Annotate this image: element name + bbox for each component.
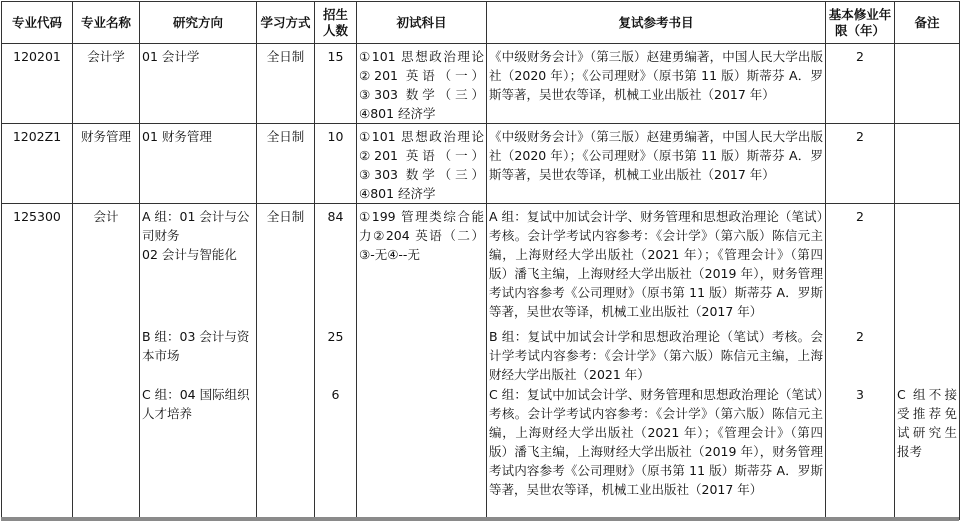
header-quota: 招生人数 <box>315 2 357 44</box>
books-text: 《中级财务会计》（第三版）赵建勇编著，中国人民大学出版社（2020 年）；《公司理财》（原书第 11 版）斯蒂芬 A．罗斯等著，吴世农等译，机械工业出版社（2017 年） <box>489 49 823 102</box>
books-text: 《中级财务会计》（第三版）赵建勇编著，中国人民大学出版社（2020 年）；《公司理财》（原书第 11 版）斯蒂芬 A．罗斯等著，吴世农等译，机械工业出版社（2017 年） <box>489 129 823 182</box>
code-text: 125300 <box>13 209 61 224</box>
years-text: 2 <box>856 129 864 144</box>
header-books: 复试参考书目 <box>487 2 826 44</box>
years-text: 2 <box>856 49 864 64</box>
table-row <box>2 204 960 520</box>
group-a-direction <box>142 204 254 327</box>
cell-direction <box>140 44 257 124</box>
header-row <box>2 2 960 44</box>
cell-direction <box>140 124 257 204</box>
cell-books <box>487 44 826 124</box>
quota-text: 10 <box>327 129 344 144</box>
name-text: 会计学 <box>87 49 125 64</box>
cell-mode <box>257 204 315 520</box>
cell-books <box>487 124 826 204</box>
cell-code <box>2 44 73 124</box>
cell-notes <box>895 44 960 124</box>
mode-text: 全日制 <box>266 209 305 224</box>
header-code: 专业代码 <box>2 2 73 44</box>
group-a-years: 2 <box>856 209 864 224</box>
cell-books <box>487 204 826 520</box>
group-c-years: 3 <box>856 387 864 402</box>
cell-exam <box>357 124 487 204</box>
cell-name <box>73 44 140 124</box>
cell-quota <box>315 124 357 204</box>
group-b-books: B 组：复试中加试会计学和思想政治理论（笔试）考核。会计学考试内容参考：《会计学》（第六版）陈信元主编，上海财经大学出版社（2021 年） <box>489 329 823 382</box>
cell-mode <box>257 124 315 204</box>
cell-exam <box>357 44 487 124</box>
quota-text: 15 <box>327 49 344 64</box>
group-a-notes <box>897 204 957 327</box>
cell-years <box>826 124 895 204</box>
cell-mode <box>257 44 315 124</box>
header-years: 基本修业年限（年） <box>826 2 895 44</box>
header-exam: 初试科目 <box>357 2 487 44</box>
code-text: 1202Z1 <box>12 129 62 144</box>
bottom-border-bar <box>1 517 959 521</box>
table-row <box>2 124 960 204</box>
group-b-years: 2 <box>856 329 864 344</box>
group-a-quota: 84 <box>327 209 344 224</box>
notes-text <box>897 44 957 47</box>
cell-code <box>2 204 73 520</box>
code-text: 120201 <box>13 49 61 64</box>
name-text: 财务管理 <box>80 129 131 144</box>
group-c-direction <box>142 385 254 423</box>
group-c-books: C 组：复试中加试会计学、财务管理和思想政治理论（笔试）考核。会计学考试内容参考：《会计学》（第六版）陈信元主编，上海财经大学出版社（2021 年）；《管理会计》（第四版）潘飞主编，上海财经大学出版社（2019 年），财务管理考试内容参考《公司理财》（原书第 11 版）斯蒂芬 A．罗斯等著，吴世农等译，机械工业出版社（2017 年） <box>489 387 823 497</box>
exam-text: ①101 思想政治理论②201 英语（一）③303 数学（三）④801 经济学 <box>359 49 484 121</box>
direction-line: 02 会计与智能化 <box>142 247 237 262</box>
cell-notes <box>895 204 960 520</box>
cell-years <box>826 44 895 124</box>
name-text: 会计 <box>93 209 119 224</box>
cell-quota <box>315 44 357 124</box>
cell-years <box>826 204 895 520</box>
cell-direction <box>140 204 257 520</box>
direction-text: 01 财务管理 <box>142 129 212 144</box>
mode-text: 全日制 <box>266 129 305 144</box>
direction-line: C 组：04 国际组织人才培养 <box>142 387 250 421</box>
mode-text: 全日制 <box>266 49 305 64</box>
header-mode: 学习方式 <box>257 2 315 44</box>
cell-exam <box>357 204 487 520</box>
cell-notes <box>895 124 960 204</box>
direction-line: B 组：03 会计与资本市场 <box>142 329 250 363</box>
cell-code <box>2 124 73 204</box>
exam-text: ①199 管理类综合能力②204 英语（二）③-无④--无 <box>359 209 484 262</box>
header-name: 专业名称 <box>73 2 140 44</box>
direction-line: A 组：01 会计与公司财务 <box>142 209 250 243</box>
group-b-notes <box>897 327 957 385</box>
cell-name <box>73 124 140 204</box>
header-notes: 备注 <box>895 2 960 44</box>
table-row <box>2 44 960 124</box>
admissions-table <box>1 1 960 520</box>
exam-text: ①101 思想政治理论②201 英语（一）③303 数学（三）④801 经济学 <box>359 129 484 201</box>
group-a-books: A 组：复试中加试会计学、财务管理和思想政治理论（笔试）考核。会计学考试内容参考：《会计学》（第六版）陈信元主编，上海财经大学出版社（2021 年）；《管理会计》（第四版）潘飞主编，上海财经大学出版社（2019 年），财务管理考试内容参考《公司理财》（原书第 11 版）斯蒂芬 A．罗斯等著，吴世农等译，机械工业出版社（2017 年） <box>489 209 823 319</box>
cell-name <box>73 204 140 520</box>
group-b-quota: 25 <box>327 329 344 344</box>
cell-quota <box>315 204 357 520</box>
group-c-quota: 6 <box>331 387 340 402</box>
group-b-direction <box>142 327 254 385</box>
notes-text <box>897 124 957 127</box>
direction-text: 01 会计学 <box>142 49 200 64</box>
header-direction: 研究方向 <box>140 2 257 44</box>
group-c-notes: C 组不接受推荐免试研究生报考 <box>897 387 957 459</box>
